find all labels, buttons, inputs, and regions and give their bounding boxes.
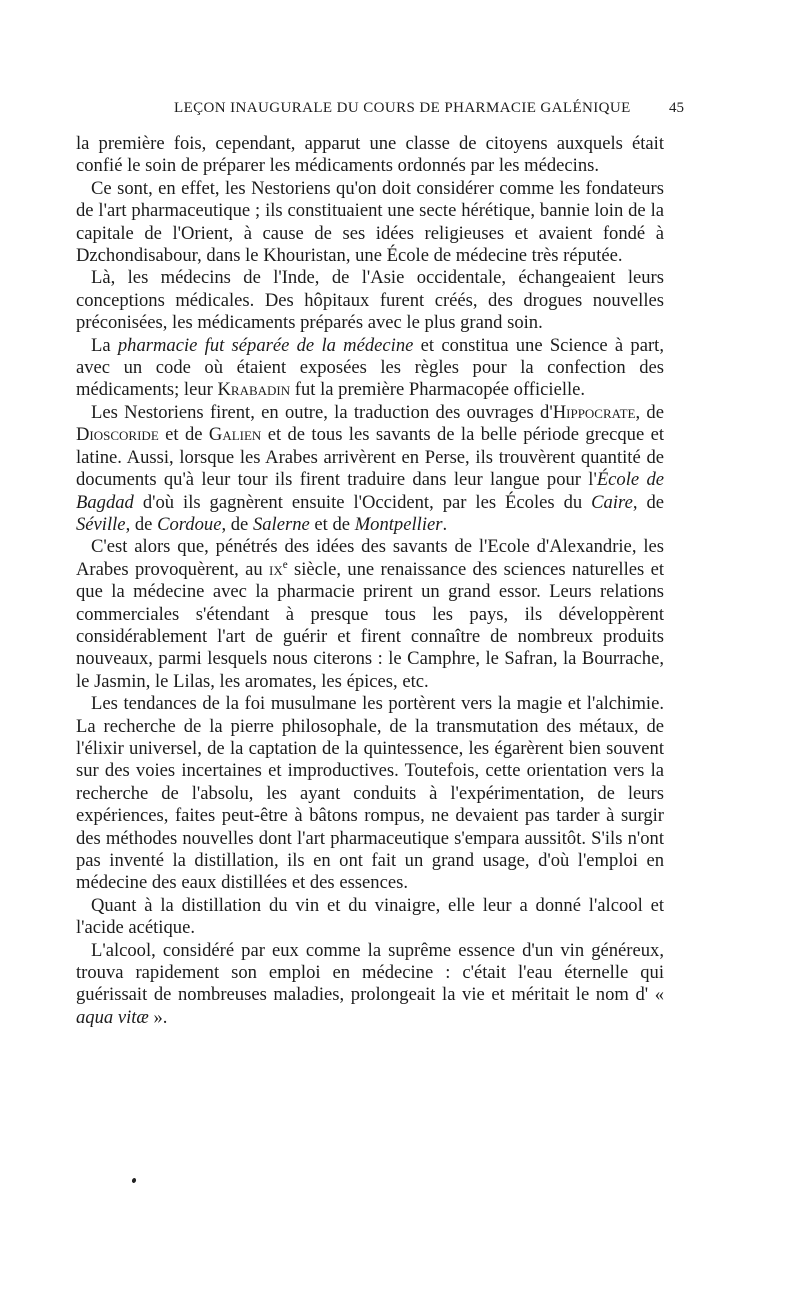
header-title: LEÇON INAUGURALE DU COURS DE PHARMACIE GALÉNIQUE (174, 100, 631, 116)
superscript: e (282, 558, 288, 571)
italic-run: Séville (76, 513, 126, 535)
ink-speck (131, 1177, 136, 1183)
text-run: , de (632, 491, 664, 513)
page-number: 45 (669, 100, 684, 116)
text-run: , de (635, 401, 664, 423)
paragraph-8: Quant à la distillation du vin et du vinaigre, elle leur a donné l'alcool et l'acide acétique. (76, 894, 664, 939)
small-caps-run: Krabadin (217, 379, 291, 401)
text-run: Les Nestoriens firent, en outre, la traduction des ouvrages d' (91, 401, 553, 423)
text-run: fut la première Pharmacopée officielle. (290, 379, 586, 401)
text-run: et constitua une Science à part, avec un code où étaient exposées les règles pour la confection des médicaments; leur (76, 334, 664, 401)
italic-run: Montpellier (354, 513, 443, 535)
text-run: et de (309, 513, 355, 535)
paragraph-9 (76, 940, 664, 1030)
page-body (76, 133, 664, 1029)
italic-run: aqua vitæ (76, 1006, 149, 1028)
text-run: , de (221, 513, 253, 535)
text-run: d'où ils gagnèrent ensuite l'Occident, par les Écoles du (133, 491, 592, 513)
small-caps-run: Dioscoride (76, 424, 159, 446)
small-caps-run: ix (269, 558, 283, 580)
text-run: , de (125, 513, 158, 535)
italic-run: École de Bagdad (76, 469, 664, 513)
text-run: C'est alors que, pénétrés des idées des savants de l'Ecole d'Alexandrie, les Arabes provoquèrent, au (76, 536, 664, 580)
text-run: . (442, 513, 448, 535)
text-run: La (91, 334, 118, 356)
paragraph-3: Là, les médecins de l'Inde, de l'Asie occidentale, échangeaient leurs conceptions médicales. Des hôpitaux furent créés, des drogues nouvelles préconisées, les médicaments préparés avec le plus grand soin. (76, 267, 664, 334)
text-run: siècle, une renaissance des sciences naturelles et que la médecine avec la pharmacie prirent un grand essor. Leurs relations commerciales s'étendant à presque tous les pays, ils développèrent considérablement l'art de guérir et firent connaître de nombreux produits nouveaux, parmi lesquels nous citerons : le Camphre, le Safran, la Bourrache, le Jasmin, le Lilas, les aromates, les épices, etc. (76, 558, 664, 692)
italic-run: Salerne (252, 513, 310, 535)
text-run: ». (148, 1006, 168, 1028)
paragraph-4 (76, 335, 664, 402)
italic-run: pharmacie fut séparée de la médecine (117, 334, 414, 356)
italic-run: Cordoue (157, 513, 222, 535)
paragraph-5 (76, 402, 664, 536)
small-caps-run: Hippocrate (552, 401, 636, 423)
italic-run: Caire (591, 491, 633, 513)
text-run: L'alcool, considéré par eux comme la suprême essence d'un vin généreux, trouva rapidement son emploi en médecine : c'était l'eau éternelle qui guérissait de nombreuses maladies, prolongeait la vie et méritait le nom d' « (76, 939, 664, 1006)
paragraph-6 (76, 536, 664, 693)
text-run: et de tous les savants de la belle période grecque et latine. Aussi, lorsque les Arabes arrivèrent en Perse, ils trouvèrent quantité de documents qu'à leur tour ils firent traduire dans leur langue pour l' (76, 424, 664, 491)
paragraph-2: Ce sont, en effet, les Nestoriens qu'on doit considérer comme les fondateurs de l'art pharmaceutique ; ils constituaient une secte hérétique, bannie loin de la capitale de l'Orient, à cause de ses idées religieuses et avaient fondé à Dzchondisabour, dans le Khouristan, une École de médecine très réputée. (76, 177, 664, 267)
running-header (76, 100, 684, 122)
paragraph-7: Les tendances de la foi musulmane les portèrent vers la magie et l'alchimie. La recherche de la pierre philosophale, de la transmutation des métaux, de l'élixir universel, de la captation de la quintessence, les égarèrent bien souvent sur des voies incertaines et improductives. Toutefois, cette orientation vers la recherche de l'absolu, les ayant conduits à l'expérimentation, de leurs expériences, faites peut-être à bâtons rompus, ne devaient pas tarder à surgir des méthodes nouvelles dont l'art pharmaceutique s'empara aussitôt. S'ils n'ont pas inventé la distillation, ils en ont fait un grand usage, d'où l'emploi en médecine des eaux distillées et des essences. (76, 693, 664, 894)
paragraph-1: la première fois, cependant, apparut une classe de citoyens auxquels était confié le soin de préparer les médicaments ordonnés par les médecins. (76, 133, 664, 177)
small-caps-run: Galien (208, 424, 262, 446)
text-run: et de (158, 424, 209, 446)
